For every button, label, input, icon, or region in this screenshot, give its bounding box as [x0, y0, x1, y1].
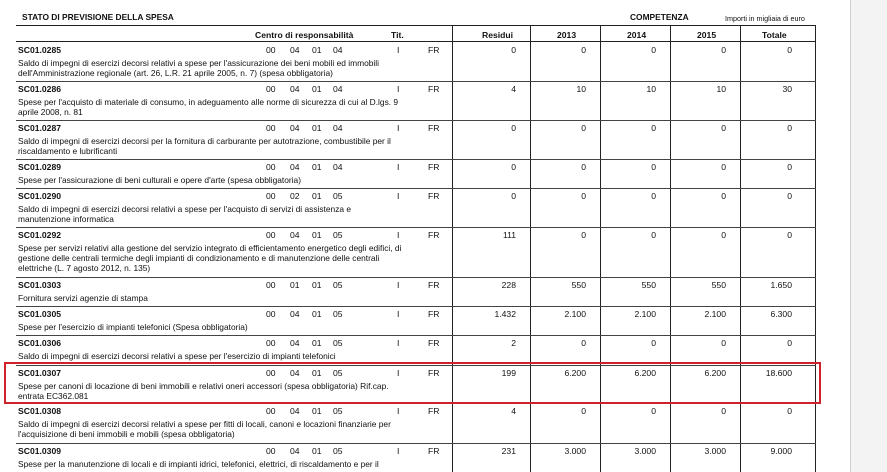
row-c2: 04: [290, 230, 300, 240]
row-c2: 02: [290, 191, 300, 201]
row-code: SC01.0289: [18, 162, 62, 172]
row-c2: 04: [290, 309, 300, 319]
row-v2014: 0: [651, 45, 656, 55]
row-v2013: 0: [581, 191, 586, 201]
row-v2015: 2.100: [704, 309, 726, 319]
row-description: Saldo di impegni di esercizi decorsi relativi a spese per l'acquisto di servizi di assistenza e manutenzione informatica: [18, 204, 352, 225]
row-totale: 0: [787, 162, 792, 172]
row-description: Saldo di impegni di esercizi decorsi relativi a spese per fitti di locali, canoni e locazioni finanziarie per l'acquisizione di beni immobili e mobili (spesa obbligatoria): [18, 419, 391, 440]
row-c3: 01: [312, 309, 322, 319]
row-c1: 00: [266, 309, 276, 319]
row-v2015: 0: [721, 45, 726, 55]
row-totale: 1.650: [770, 280, 792, 290]
row-v2014: 0: [651, 191, 656, 201]
row-residui: 199: [501, 368, 516, 378]
row-code: SC01.0309: [18, 446, 62, 456]
row-residui: 4: [511, 406, 516, 416]
row-description: Spese per servizi relativi alla gestione del servizio integrato di efficientamento energetico degli edifici, di gestione delle centrali termiche degli impianti di condizionamento e di manutenzione delle centrali elettriche (L. 7 agosto 2012, n. 135): [18, 243, 402, 274]
row-tit: I: [397, 338, 400, 348]
row-c3: 01: [312, 446, 322, 456]
row-code: SC01.0303: [18, 280, 62, 290]
row-v2013: 2.100: [564, 309, 586, 319]
row-c2: 04: [290, 123, 300, 133]
row-v2013: 3.000: [564, 446, 586, 456]
row-totale: 0: [787, 230, 792, 240]
row-c2: 04: [290, 406, 300, 416]
row-code: SC01.0306: [18, 338, 62, 348]
row-fr: FR: [428, 45, 440, 55]
row-v2015: 10: [716, 84, 726, 94]
row-totale: 30: [782, 84, 792, 94]
row-fr: FR: [428, 230, 440, 240]
row-description: Spese per canoni di locazione di beni immobili e relativi oneri accessori (spesa obbligatoria) Rif.cap. entrata EC362.081: [18, 381, 389, 402]
row-tit: I: [397, 230, 400, 240]
row-v2015: 6.200: [704, 368, 726, 378]
row-fr: FR: [428, 191, 440, 201]
row-residui: 231: [501, 446, 516, 456]
row-v2015: 0: [721, 162, 726, 172]
row-v2013: 0: [581, 230, 586, 240]
col-residui: Residui: [482, 30, 514, 40]
row-c4: 05: [333, 191, 343, 201]
row-description: Fornitura servizi agenzie di stampa: [18, 293, 148, 303]
row-v2015: 0: [721, 230, 726, 240]
document-title: STATO DI PREVISIONE DELLA SPESA: [22, 12, 174, 22]
row-c4: 05: [333, 446, 343, 456]
row-separator: [16, 335, 816, 336]
row-c1: 00: [266, 368, 276, 378]
row-totale: 0: [787, 191, 792, 201]
row-residui: 0: [511, 191, 516, 201]
row-c2: 04: [290, 84, 300, 94]
row-c3: 01: [312, 84, 322, 94]
row-c2: 04: [290, 338, 300, 348]
row-v2015: 0: [721, 191, 726, 201]
row-c3: 01: [312, 338, 322, 348]
row-residui: 111: [502, 230, 516, 240]
row-c3: 01: [312, 406, 322, 416]
row-c1: 00: [266, 280, 276, 290]
row-tit: I: [397, 309, 400, 319]
row-tit: I: [397, 191, 400, 201]
row-v2014: 10: [646, 84, 656, 94]
col-totale: Totale: [762, 30, 787, 40]
row-c1: 00: [266, 123, 276, 133]
row-c1: 00: [266, 162, 276, 172]
row-description: Saldo di impegni di esercizi decorsi relativi a spese per l'esercizio di impianti telefonici: [18, 351, 336, 361]
col-titolo: Tit.: [391, 30, 404, 40]
col-2015: 2015: [697, 30, 717, 40]
row-c1: 00: [266, 84, 276, 94]
row-v2013: 0: [581, 162, 586, 172]
row-c2: 01: [290, 280, 300, 290]
row-fr: FR: [428, 368, 440, 378]
row-c1: 00: [266, 45, 276, 55]
row-code: SC01.0305: [18, 309, 62, 319]
col-divider: [815, 25, 816, 472]
row-tit: I: [397, 84, 400, 94]
row-totale: 0: [787, 406, 792, 416]
row-tit: I: [397, 123, 400, 133]
row-fr: FR: [428, 162, 440, 172]
row-c1: 00: [266, 191, 276, 201]
row-v2013: 550: [571, 280, 586, 290]
page-edge: [850, 0, 887, 472]
row-v2014: 0: [651, 123, 656, 133]
row-c4: 05: [333, 230, 343, 240]
row-c2: 04: [290, 368, 300, 378]
row-c1: 00: [266, 338, 276, 348]
row-tit: I: [397, 406, 400, 416]
row-c4: 05: [333, 338, 343, 348]
row-separator: [16, 306, 816, 307]
row-c1: 00: [266, 446, 276, 456]
row-v2013: 0: [581, 406, 586, 416]
row-residui: 0: [511, 162, 516, 172]
row-residui: 1.432: [494, 309, 516, 319]
row-c4: 04: [333, 123, 343, 133]
row-v2014: 0: [651, 162, 656, 172]
row-code: SC01.0287: [18, 123, 62, 133]
row-v2015: 0: [721, 406, 726, 416]
row-description: Saldo di impegni di esercizi decorsi per la fornitura di carburante per autotrazione, combustibile per il riscaldamento e lubrificanti: [18, 136, 391, 157]
row-totale: 0: [787, 338, 792, 348]
row-c2: 04: [290, 45, 300, 55]
row-separator: [16, 188, 816, 189]
row-separator: [16, 120, 816, 121]
competenza-label: COMPETENZA: [630, 12, 689, 22]
row-separator: [16, 277, 816, 278]
row-v2013: 6.200: [564, 368, 586, 378]
highlight-box: [4, 362, 821, 404]
row-v2014: 6.200: [634, 368, 656, 378]
row-c3: 01: [312, 280, 322, 290]
row-tit: I: [397, 45, 400, 55]
row-residui: 228: [501, 280, 516, 290]
row-v2013: 0: [581, 338, 586, 348]
row-c4: 04: [333, 162, 343, 172]
row-v2014: 3.000: [634, 446, 656, 456]
row-separator: [16, 443, 816, 444]
row-fr: FR: [428, 446, 440, 456]
row-residui: 4: [511, 84, 516, 94]
row-residui: 0: [511, 123, 516, 133]
row-v2015: 3.000: [704, 446, 726, 456]
col-2014: 2014: [627, 30, 647, 40]
row-v2014: 550: [641, 280, 656, 290]
row-c3: 01: [312, 368, 322, 378]
row-tit: I: [397, 446, 400, 456]
row-c3: 01: [312, 123, 322, 133]
col-centro-responsabilita: Centro di responsabilità: [255, 30, 354, 40]
header-bottom-rule: [16, 41, 816, 42]
row-c3: 01: [312, 45, 322, 55]
row-v2014: 0: [651, 406, 656, 416]
row-code: SC01.0307: [18, 368, 62, 378]
row-c2: 04: [290, 162, 300, 172]
row-v2013: 0: [581, 123, 586, 133]
row-fr: FR: [428, 123, 440, 133]
row-separator: [16, 159, 816, 160]
row-code: SC01.0308: [18, 406, 62, 416]
row-code: SC01.0286: [18, 84, 62, 94]
row-separator: [16, 81, 816, 82]
row-c3: 01: [312, 191, 322, 201]
row-residui: 0: [511, 45, 516, 55]
row-residui: 2: [511, 338, 516, 348]
row-v2015: 550: [711, 280, 726, 290]
col-2013: 2013: [557, 30, 577, 40]
header-top-rule: [16, 25, 816, 26]
row-c4: 05: [333, 309, 343, 319]
row-c4: 05: [333, 368, 343, 378]
row-tit: I: [397, 162, 400, 172]
row-v2015: 0: [721, 338, 726, 348]
row-c1: 00: [266, 406, 276, 416]
row-c4: 05: [333, 280, 343, 290]
row-separator: [16, 227, 816, 228]
row-fr: FR: [428, 406, 440, 416]
row-fr: FR: [428, 84, 440, 94]
importi-note: Importi in migliaia di euro: [725, 14, 805, 23]
row-description: Spese per la manutenzione di locali e di impianti idrici, telefonici, elettrici, di riscaldamento e per il: [18, 459, 379, 469]
row-code: SC01.0290: [18, 191, 62, 201]
row-totale: 0: [787, 123, 792, 133]
row-description: Spese per l'esercizio di impianti telefonici (Spesa obbligatoria): [18, 322, 248, 332]
row-c3: 01: [312, 230, 322, 240]
row-v2015: 0: [721, 123, 726, 133]
row-code: SC01.0292: [18, 230, 62, 240]
row-v2014: 0: [651, 338, 656, 348]
row-description: Saldo di impegni di esercizi decorsi relativi a spese per l'assicurazione dei beni mobili ed immobili dell'Amministrazione regionale (art. 26, L.R. 21 aprile 2005, n. 7) (spesa obbligatoria): [18, 58, 379, 79]
row-c4: 04: [333, 84, 343, 94]
row-totale: 0: [787, 45, 792, 55]
row-description: Spese per l'assicurazione di beni culturali e opere d'arte (spesa obbligatoria): [18, 175, 301, 185]
row-c3: 01: [312, 162, 322, 172]
row-tit: I: [397, 280, 400, 290]
row-fr: FR: [428, 309, 440, 319]
row-fr: FR: [428, 338, 440, 348]
row-fr: FR: [428, 280, 440, 290]
row-description: Spese per l'acquisto di materiale di consumo, in adeguamento alle norme di sicurezza di cui al D.lgs. 9 aprile 2008, n. 81: [18, 97, 399, 118]
row-totale: 18.600: [765, 368, 792, 378]
row-tit: I: [397, 368, 400, 378]
row-c4: 04: [333, 45, 343, 55]
row-c4: 05: [333, 406, 343, 416]
row-totale: 6.300: [770, 309, 792, 319]
row-v2014: 2.100: [634, 309, 656, 319]
row-v2013: 0: [581, 45, 586, 55]
row-c1: 00: [266, 230, 276, 240]
row-v2014: 0: [651, 230, 656, 240]
row-v2013: 10: [576, 84, 586, 94]
row-totale: 9.000: [770, 446, 792, 456]
row-c2: 04: [290, 446, 300, 456]
row-code: SC01.0285: [18, 45, 62, 55]
